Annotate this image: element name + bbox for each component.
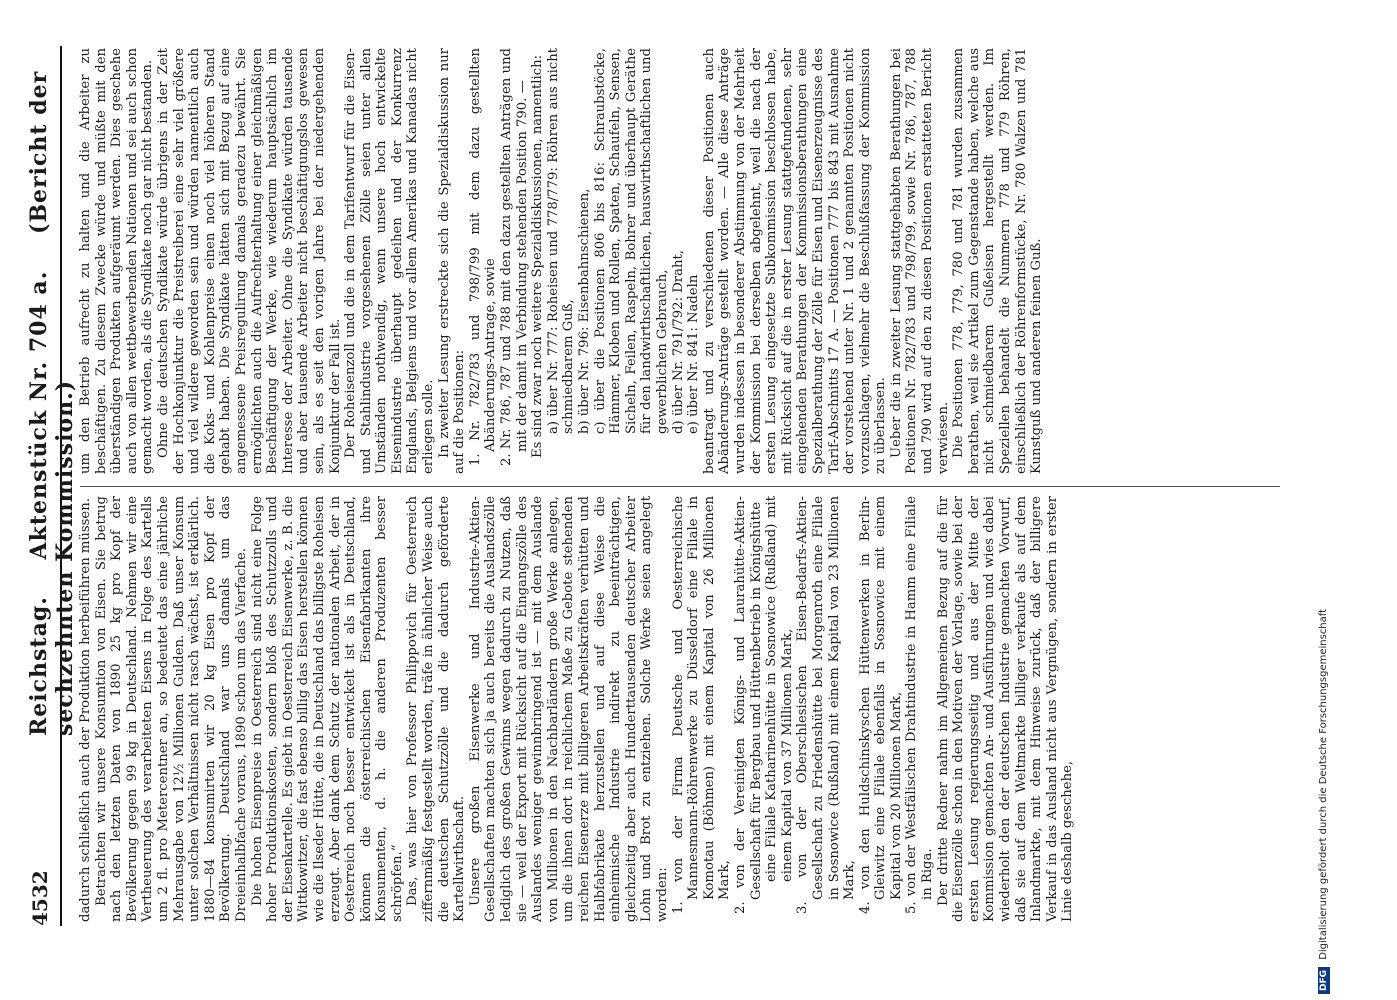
paragraph: Das, was hier von Professor Philippovich für Oesterreich ziffernmäßig festgestellt worden, träfe in ähnlicher Weise auch die deutschen Schutzzölle und die dadurch geförderte Kartellwirthschaft. (405, 496, 468, 922)
list-item: 2. Nr. 786, 787 und 788 mit den dazu gestellten Anträgen und mit der damit in Verbindung stehenden Position 790. — (499, 48, 530, 466)
running-head-center: Aktenstück Nr. 704 a. (26, 270, 52, 560)
page-header (20, 46, 78, 926)
list-item-detail: d) über Nr. 791/792: Draht, (670, 250, 686, 434)
paragraph: Der dritte Redner nahm im Allgemeinen Bezug auf die für die Eisenzölle schon in den Motiven der Vorlage, sowie bei der ersten Lesung regierungsseitig und aus der Mitte der Kommission gemachten An- und Ausführungen und wies dabei wiederholt den der deutschen Industrie gemachten Vorwurf, daß sie auf dem Weltmarkte billiger verkaufe als auf dem Inlandmarkte, mit dem Hinweise zurück, daß der billigere Verkauf in das Ausland nicht aus Vergnügen, sondern in erster Linie deshalb geschehe, (935, 496, 1076, 922)
running-head (26, 46, 78, 736)
paragraph: Die Positionen 778, 779, 780 und 781 wurden zusammen berathen, weil sie Artikel zum Gegenstande haben, welche aus nicht schmiedbarem Gußeisen hergestellt werden. Im Speziellen behandelt die Nummern 778 und 779 Röhren, einschließlich der Röhrenformstücke, Nr. 780 Walzen und 781 Kunstguß und anderen feinen Guß. (951, 48, 1045, 474)
paragraph: Betrachten wir unsere Konsumtion von Eisen. Sie betrug nach den letzten Daten von 1890 25 kg pro Kopf der Bevölkerung gegen 99 kg in Deutschland. Nehmen wir eine Vertheuerung des verarbeiteten Eisens in Folge des Kartells um 2 fl. pro Metercentner an, so bedeutet das eine jährliche Mehrausgabe von 12½ Millionen Gulden. Daß unser Konsum unter solchen Verhältnissen nicht rasch wächst, ist erklärlich. 1880—84 konsumirten wir 20 kg Eisen pro Kopf der Bevölkerung. Deutschland war uns damals um das Dreieinhalbfache voraus, 1890 schon um das Vierfache. (93, 496, 249, 922)
digitization-credit (1318, 0, 1330, 1000)
running-head-left: Reichstag. (26, 596, 52, 736)
left-text-column (78, 496, 1288, 922)
list-item-detail: eine Filiale Katharinenhütte in Sosnowice (Rußland) mit einem Kapital von 37 Millionen Mark, (764, 496, 795, 882)
paragraph: Es sind zwar noch weitere Spezialdiskussionen, namentlich: (530, 54, 546, 458)
paragraph: In zweiter Lesung erstreckte sich die Spezialdiskussion nur auf die Positionen: (436, 48, 468, 474)
list-item: 3. von der Oberschlesischen Eisen-Bedarfs-Aktien-Gesellschaft zu Friedenshütte bei Morgenroth eine Filiale in Sosnowice (Rußland) mit einem Kapital von 23 Millionen Mark, (795, 496, 858, 914)
running-head-right: (Bericht der sechzehnten Kommission.) (26, 70, 78, 736)
list-item: 1. Nr. 782/783 und 798/799 mit dem dazu gestellten Abänderungs-Antrage, sowie (467, 48, 499, 466)
paragraph: Ohne die deutschen Syndikate würde übrigens in der Zeit der Hochkonjunktur die Preistreiberei eine sehr viel größere und viel wildere geworden sein und würden namentlich auch die Koks- und Kohlenpreise einen noch viel höheren Stand gehabt haben. Die Syndikate hätten sich mit Bezug auf eine angemessene Preisregulirung damals geradezu bewährt. Sie ermöglichten auch die Aufrechterhaltung einer gleichmäßigen Beschäftigung der Werke, wie wiederum hauptsächlich im Interesse der Arbeiter. Ohne die Syndikate würden tausende und aber tausende Arbeiter nicht beschäftigungslos gewesen sein, als es seit den vorigen Jahre bei der niedergehenden Konjunktur der Fall ist. (155, 48, 343, 474)
list-item-detail: e) über Nr. 841: Nadeln (686, 274, 702, 434)
list-item-detail: a) über Nr. 777: Roheisen und 778/779: Röhren aus nicht schmiedbarem Guß, (545, 48, 577, 434)
paragraph: um den Betrieb aufrecht zu halten und die Arbeiter zu beschäftigen. Zu diesem Zwecke würde und müßte mit den überständigen Produkten aufgeräumt werden. Dies geschehe auch von allen wettbewerbenden Nationen und sei auch schon gemacht worden, als die Syndikate noch gar nicht bestanden. (78, 48, 156, 474)
paragraph: Unsere großen Eisenwerke und Industrie-Aktien-Gesellschaften machten sich ja auch bereits die Auslandszölle lediglich des großen Gewinns wegen dadurch zu Nutzen, daß sie — weil der Export mit Rücksicht auf die Eingangszölle des Auslandes weniger gewinnbringend ist — mit dem Auslande von Millionen in den Nachbarländern große Werke anlegen, um die ihnen dort in reichlichem Maße zu Gebote stehenden reichen Eisenerze mit billigeren Arbeitskräften verhütten und Halbfabrikate herzustellen und auf diese Weise die einheimische Industrie indirekt zu beeinträchtigen, gleichzeitig aber auch Hunderttausenden deutscher Arbeiter Lohn und Brot zu entziehen. Solche Werke seien angelegt worden: (467, 496, 670, 922)
credit-text: Digitalisierung gefördert durch die Deutsche Forschungsgemeinschaft (1318, 608, 1329, 960)
list-item: 5. von der Westfälischen Drahtindustrie in Hamm eine Filiale in Riga. (904, 496, 936, 914)
right-text-column (78, 48, 1288, 474)
paragraph: Der Roheisenzoll und die in dem Tarifentwurf für die Eisen- und Stahlindustrie vorgesehenen Zölle seien unter allen Umständen nothwendig, wenn unsere hoch entwickelte Eisenindustrie überhaupt gedeihen und der Konkurrenz Englands, Belgiens und vor allem Amerikas und Kanadas nicht erliegen solle. (343, 48, 437, 474)
list-item: 1. von der Firma Deutsche und Oesterreichische Mannesmann-Röhrenwerke zu Düsseldorf eine Filiale in Komotau (Böhmen) mit einem Kapital von 26 Millionen Mark, (670, 496, 733, 914)
list-item-detail: c) über die Positionen 806 bis 816: Schraubstöcke, Hämmer, Kloben und Rollen, Spaten, Schaufeln, Sensen, Sicheln, Feilen, Raspeln, Bohrer und überhaupt Geräthe für den landwirthschaftlichen, hauswirthschaftlichen und gewerblichen Gebrauch, (592, 48, 670, 434)
paragraph: dadurch schließlich auch der Produktion herbeiführen müssen. (78, 498, 93, 922)
paragraph: beantragt und zu verschiedenen dieser Positionen auch Abänderungs-Anträge gestellt worden. — Alle diese Anträge wurden indessen in besonderer Abstimmung von der Mehrheit der Kommission bei derselben abgelehnt, weil die nach der ersten Lesung eingesetzte Subkommission beschlossen habe, mit Rücksicht auf die in erster Lesung stattgefundenen, sehr eingehenden Berathungen der Kommissionsberathungen eine Spezialberathung der Zölle für Eisen und Eisenerzeugnisse des Tarif-Abschnitts 17 A. — Positionen 777 bis 843 mit Ausnahme der vorstehend unter Nr. 1 und 2 genannten Positionen nicht vorzuschlagen, vielmehr die Beschlußfassung der Kommission zu überlassen. (701, 48, 889, 474)
list-item-detail: b) über Nr. 796: Eisenbahnschienen, (577, 188, 592, 434)
column-divider (80, 486, 1280, 487)
list-item: 2. von der Vereinigten Königs- und Laurahütte-Aktien-Gesellschaft für Bergbau und Hüttenbetrieb in Königshütte (732, 496, 764, 914)
paragraph: Ueber die in zweiter Lesung stattgehabten Berathungen bei Positionen Nr. 782/783 und 798/799, sowie Nr. 786, 787, 788 und 790 wird auf den zu diesen Positionen erstatteten Bericht verwiesen. (888, 48, 951, 474)
dfg-logo: DFG (1318, 967, 1330, 994)
page-number: 4532 (28, 870, 52, 926)
list-item: 4. von den Huldschinskyschen Hüttenwerken in Berlin-Gleiwitz eine Filiale ebenfalls in Sosnowice mit einem Kapital von 20 Millionen Mark, (857, 496, 904, 914)
paragraph: Die hohen Eisenpreise in Oesterreich sind nicht eine Folge hoher Produktionskosten, sondern bloß des Schutzzolls und der Eisenkartelle. Es giebt in Oesterreich Eisenwerke, z. B. die Wittkowitzer, die fast ebenso billig das Eisen herstellen können wie die Ilseder Hütte, die in Deutschland das billigste Roheisen erzeugt. Aber dank dem Schutz der nationalen Arbeit, der in Oesterreich noch besser entwickelt ist als in Deutschland, können die österreichischen Eisenfabrikanten ihre Konsumenten, d. h. die anderen Produzenten besser schröpfen.“ (249, 496, 405, 922)
